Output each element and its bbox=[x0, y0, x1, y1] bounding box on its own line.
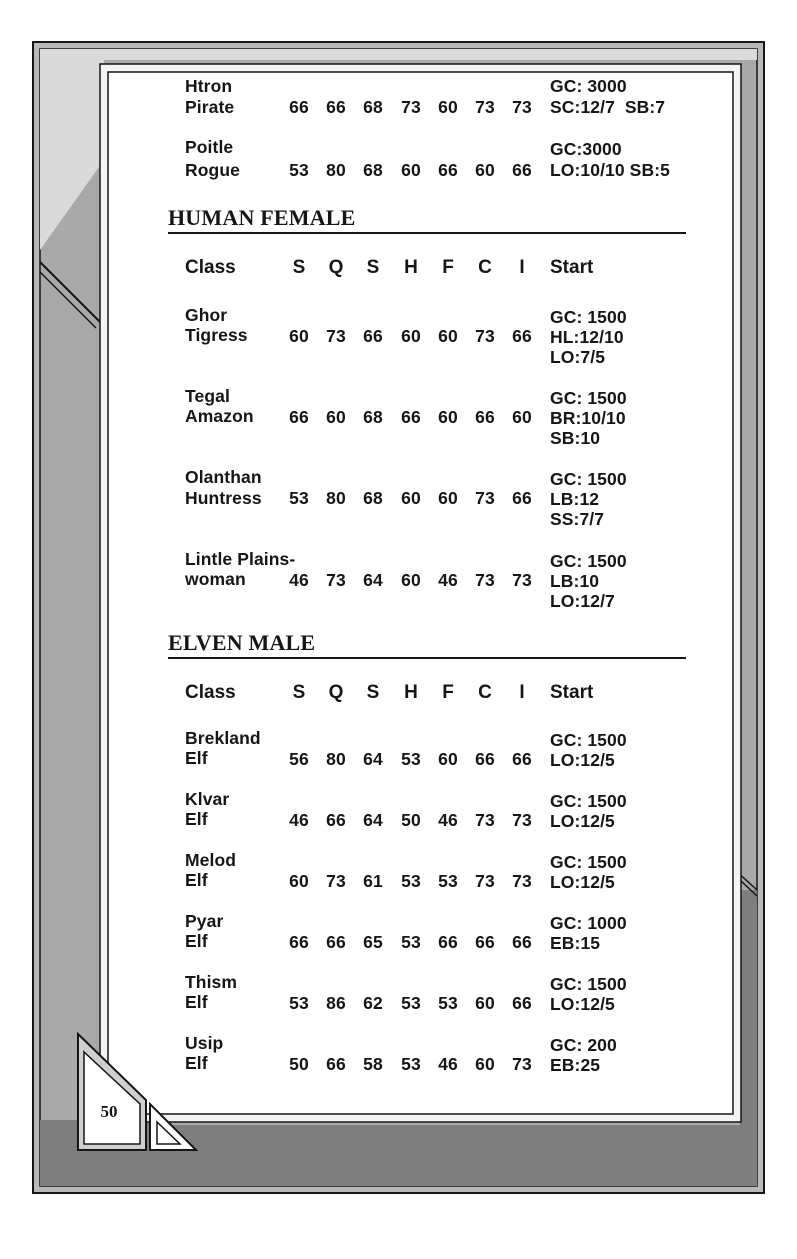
stat-c: 73 bbox=[475, 570, 495, 590]
stat-h: 66 bbox=[401, 407, 421, 427]
stat-s2: 61 bbox=[363, 871, 383, 891]
stat-h: 50 bbox=[401, 810, 421, 830]
header-i: I bbox=[519, 682, 525, 703]
class-name: woman bbox=[185, 569, 246, 589]
start-equipment: SB:10 bbox=[550, 428, 601, 448]
start-equipment: GC: 200 bbox=[550, 1035, 617, 1055]
start-equipment: GC: 1500 bbox=[550, 388, 627, 408]
stat-i: 66 bbox=[512, 749, 532, 769]
stat-c: 60 bbox=[475, 993, 495, 1013]
stat-i: 73 bbox=[512, 570, 532, 590]
stat-s: 53 bbox=[289, 488, 309, 508]
stat-q: 80 bbox=[326, 749, 346, 769]
page-number: 50 bbox=[100, 1102, 118, 1121]
stat-f: 66 bbox=[438, 932, 458, 952]
header-i: I bbox=[519, 257, 525, 278]
stat-h: 60 bbox=[401, 570, 421, 590]
stat-f: 46 bbox=[438, 1054, 458, 1074]
section-title-elven-male: ELVEN MALE bbox=[168, 631, 686, 659]
start-equipment: GC: 3000 bbox=[550, 76, 627, 96]
stat-s: 56 bbox=[289, 749, 309, 769]
stat-f: 53 bbox=[438, 871, 458, 891]
stat-i: 73 bbox=[512, 1054, 532, 1074]
start-equipment: EB:15 bbox=[550, 933, 601, 953]
start-equipment: LO:7/5 bbox=[550, 347, 606, 367]
stat-s2: 68 bbox=[363, 97, 383, 117]
stat-c: 73 bbox=[475, 488, 495, 508]
stat-c: 66 bbox=[475, 749, 495, 769]
stat-f: 60 bbox=[438, 326, 458, 346]
class-name: Klvar bbox=[185, 789, 230, 809]
stat-h: 53 bbox=[401, 993, 421, 1013]
stat-s2: 58 bbox=[363, 1054, 383, 1074]
header-start: Start bbox=[550, 682, 594, 703]
stat-q: 66 bbox=[326, 932, 346, 952]
stat-s: 60 bbox=[289, 326, 309, 346]
stat-s: 66 bbox=[289, 97, 309, 117]
stat-i: 73 bbox=[512, 871, 532, 891]
stat-c: 73 bbox=[475, 326, 495, 346]
section-title-human-female: HUMAN FEMALE bbox=[168, 206, 686, 234]
stat-s2: 65 bbox=[363, 932, 383, 952]
start-equipment: LB:10 bbox=[550, 571, 600, 591]
start-equipment: GC: 1500 bbox=[550, 469, 627, 489]
stat-q: 66 bbox=[326, 1054, 346, 1074]
stat-s2: 68 bbox=[363, 160, 383, 180]
class-name: Pyar bbox=[185, 911, 224, 931]
stat-q: 86 bbox=[326, 993, 346, 1013]
start-equipment: LO:12/7 bbox=[550, 591, 615, 611]
start-equipment: LB:12 bbox=[550, 489, 600, 509]
header-class: Class bbox=[185, 257, 236, 278]
stat-q: 73 bbox=[326, 326, 346, 346]
stat-c: 60 bbox=[475, 160, 495, 180]
class-name: Tegal bbox=[185, 386, 230, 406]
stat-q: 60 bbox=[326, 407, 346, 427]
class-name: Melod bbox=[185, 850, 237, 870]
start-equipment: LO:12/5 bbox=[550, 872, 615, 892]
stat-f: 46 bbox=[438, 570, 458, 590]
stat-f: 53 bbox=[438, 993, 458, 1013]
header-s: S bbox=[292, 257, 306, 278]
stat-f: 60 bbox=[438, 407, 458, 427]
stat-q: 80 bbox=[326, 160, 346, 180]
class-name: Huntress bbox=[185, 488, 262, 508]
header-c: C bbox=[478, 257, 492, 278]
class-name: Elf bbox=[185, 931, 208, 951]
stat-s: 53 bbox=[289, 993, 309, 1013]
header-s2: S bbox=[366, 682, 380, 703]
header-s2: S bbox=[366, 257, 380, 278]
class-name: Amazon bbox=[185, 406, 254, 426]
stat-h: 60 bbox=[401, 160, 421, 180]
stat-q: 73 bbox=[326, 570, 346, 590]
class-name: Pirate bbox=[185, 97, 235, 117]
start-equipment: GC: 1500 bbox=[550, 307, 627, 327]
stat-q: 80 bbox=[326, 488, 346, 508]
stat-s2: 64 bbox=[363, 570, 383, 590]
class-name: Elf bbox=[185, 1053, 208, 1073]
stat-s: 66 bbox=[289, 932, 309, 952]
class-name: Elf bbox=[185, 870, 208, 890]
stat-c: 66 bbox=[475, 407, 495, 427]
stat-s: 46 bbox=[289, 810, 309, 830]
stats-table bbox=[110, 70, 735, 1110]
header-s: S bbox=[292, 682, 306, 703]
stat-q: 66 bbox=[326, 97, 346, 117]
class-name: Brekland bbox=[185, 728, 261, 748]
stat-i: 66 bbox=[512, 160, 532, 180]
stat-i: 66 bbox=[512, 932, 532, 952]
start-equipment: LO:12/5 bbox=[550, 811, 615, 831]
class-name: Elf bbox=[185, 809, 208, 829]
start-equipment: EB:25 bbox=[550, 1055, 601, 1075]
header-f: F bbox=[442, 257, 454, 278]
class-name: Elf bbox=[185, 748, 208, 768]
stat-s2: 64 bbox=[363, 810, 383, 830]
header-f: F bbox=[442, 682, 454, 703]
stat-c: 73 bbox=[475, 871, 495, 891]
stat-s: 53 bbox=[289, 160, 309, 180]
class-name: Tigress bbox=[185, 325, 248, 345]
header-class: Class bbox=[185, 682, 236, 703]
stat-h: 60 bbox=[401, 488, 421, 508]
start-equipment: LO:12/5 bbox=[550, 994, 615, 1014]
class-name: Htron bbox=[185, 76, 233, 96]
start-equipment: GC: 1500 bbox=[550, 791, 627, 811]
header-start: Start bbox=[550, 257, 594, 278]
stat-i: 73 bbox=[512, 810, 532, 830]
start-equipment: LO:10/10 SB:5 bbox=[550, 160, 670, 180]
stat-s: 60 bbox=[289, 871, 309, 891]
stat-h: 60 bbox=[401, 326, 421, 346]
stat-s2: 68 bbox=[363, 407, 383, 427]
stat-s2: 68 bbox=[363, 488, 383, 508]
stat-i: 73 bbox=[512, 97, 532, 117]
class-name: Ghor bbox=[185, 305, 228, 325]
header-q: Q bbox=[328, 682, 344, 703]
stat-i: 66 bbox=[512, 326, 532, 346]
stat-s2: 62 bbox=[363, 993, 383, 1013]
class-name: Thism bbox=[185, 972, 238, 992]
class-name: Lintle Plains- bbox=[185, 549, 296, 569]
start-equipment: GC: 1500 bbox=[550, 852, 627, 872]
header-h: H bbox=[404, 682, 418, 703]
stat-f: 46 bbox=[438, 810, 458, 830]
start-equipment: BR:10/10 bbox=[550, 408, 626, 428]
header-q: Q bbox=[328, 257, 344, 278]
stat-h: 73 bbox=[401, 97, 421, 117]
stat-i: 66 bbox=[512, 993, 532, 1013]
class-name: Poitle bbox=[185, 137, 234, 157]
start-equipment: HL:12/10 bbox=[550, 327, 624, 347]
stat-s2: 66 bbox=[363, 326, 383, 346]
stat-s2: 64 bbox=[363, 749, 383, 769]
class-name: Usip bbox=[185, 1033, 224, 1053]
start-equipment: GC: 1000 bbox=[550, 913, 627, 933]
start-equipment: SS:7/7 bbox=[550, 509, 605, 529]
stat-h: 53 bbox=[401, 749, 421, 769]
stat-q: 66 bbox=[326, 810, 346, 830]
start-equipment: GC:3000 bbox=[550, 139, 622, 159]
stat-f: 60 bbox=[438, 749, 458, 769]
class-name: Rogue bbox=[185, 160, 240, 180]
stat-i: 66 bbox=[512, 488, 532, 508]
stat-s: 46 bbox=[289, 570, 309, 590]
stat-f: 60 bbox=[438, 488, 458, 508]
stat-h: 53 bbox=[401, 871, 421, 891]
start-equipment: GC: 1500 bbox=[550, 974, 627, 994]
start-equipment: LO:12/5 bbox=[550, 750, 615, 770]
stat-f: 60 bbox=[438, 97, 458, 117]
stat-q: 73 bbox=[326, 871, 346, 891]
stat-h: 53 bbox=[401, 1054, 421, 1074]
stat-c: 73 bbox=[475, 810, 495, 830]
start-equipment: GC: 1500 bbox=[550, 730, 627, 750]
stat-i: 60 bbox=[512, 407, 532, 427]
stat-h: 53 bbox=[401, 932, 421, 952]
class-name: Olanthan bbox=[185, 467, 262, 487]
stat-s: 50 bbox=[289, 1054, 309, 1074]
start-equipment: SC:12/7 SB:7 bbox=[550, 97, 666, 117]
class-name: Elf bbox=[185, 992, 208, 1012]
start-equipment: GC: 1500 bbox=[550, 551, 627, 571]
header-c: C bbox=[478, 682, 492, 703]
stat-c: 73 bbox=[475, 97, 495, 117]
stat-f: 66 bbox=[438, 160, 458, 180]
stat-c: 66 bbox=[475, 932, 495, 952]
stat-c: 60 bbox=[475, 1054, 495, 1074]
header-h: H bbox=[404, 257, 418, 278]
stat-s: 66 bbox=[289, 407, 309, 427]
